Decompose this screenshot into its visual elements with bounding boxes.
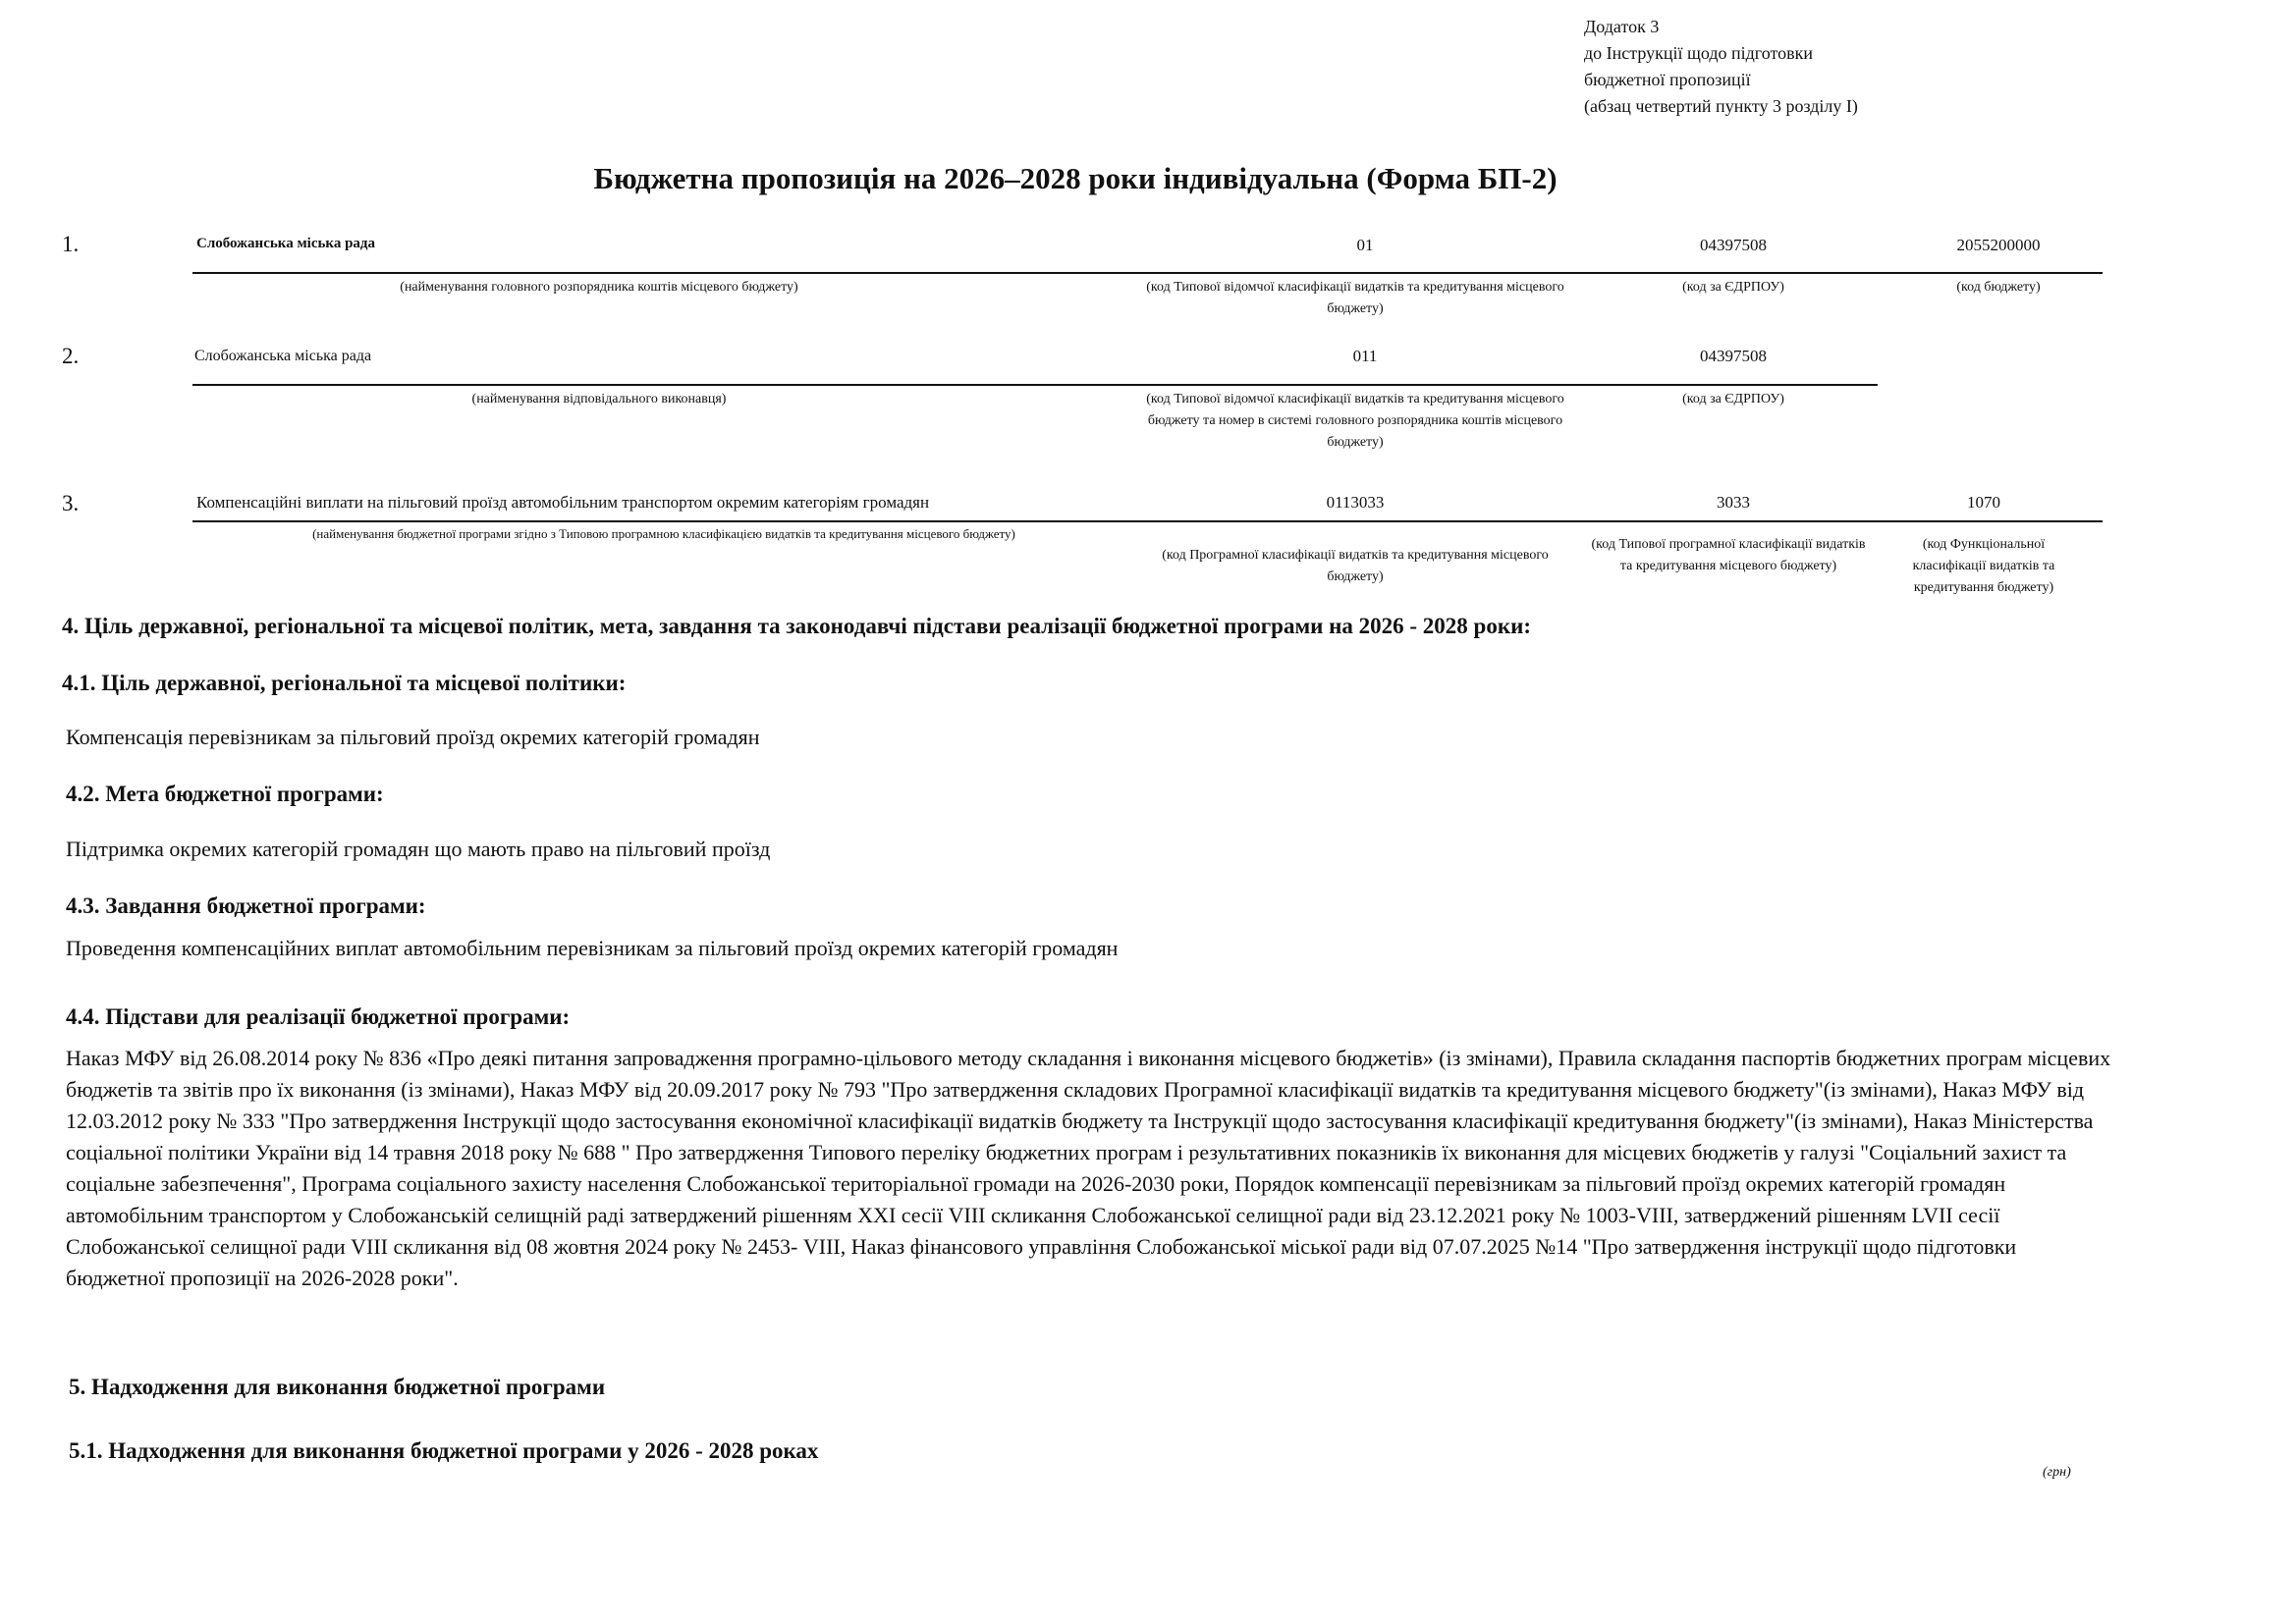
row3-caption-program: (код Програмної класифікації видатків та кредитування місцевого бюджету) [1162, 548, 1549, 584]
section41-heading: 4.1. Ціль державної, регіональної та місцевої політики: [62, 671, 627, 695]
row3-program-code: 0113033 [1326, 493, 1385, 512]
row2-caption-name: (найменування відповідального виконавця) [471, 392, 727, 406]
row2-code-dept: 011 [1352, 347, 1378, 365]
appendix-line: бюджетної пропозиції [1584, 70, 1751, 89]
row2-caption-code-dept: (код Типової відомчої класифікації видатків та кредитування місцевого бюджету та номер в системі головного розпорядника коштів місцевого бюджету) [1146, 392, 1564, 450]
row3-caption-name: (найменування бюджетної програми згідно з Типовою програмною класифікацією видатків та кредитування місцевого бюджету) [312, 526, 1015, 541]
section44-heading: 4.4. Підстави для реалізації бюджетної програми: [66, 1004, 571, 1029]
section43-heading: 4.3. Завдання бюджетної програми: [66, 893, 426, 918]
row2-number: 2. [62, 344, 80, 368]
row1-caption-edrpou: (код за ЄДРПОУ) [1682, 280, 1784, 295]
row3-caption-functional: (код Функціональної класифікації видатків та кредитування бюджету) [1912, 537, 2055, 595]
row3-number: 3. [62, 491, 80, 515]
row1-code-dept: 01 [1356, 236, 1374, 254]
section44-text: Наказ МФУ від 26.08.2014 року № 836 «Про деякі питання запровадження програмно-цільового методу складання і виконання місцевого бюджетів» (із змінами), Правила складання паспортів бюджетних програм місцевих бюджетів та звітів про їх виконання (із змінами), Наказ МФУ від 20.09.2017 року № 793 "Про затвердження складових Програмної класифікації видатків та кредитування місцевого бюджету"(із змінами), Наказ МФУ від 12.03.2012 року № 333 "Про затвердження Інструкції щодо застосування економічної класифікації видатків бюджету та Інструкції щодо застосування класифікації кредитування бюджету"(із змінами), Наказ Міністерства соціальної політики України від 14 травня 2018 року № 688 " Про затвердження Типового переліку бюджетних програм і результативних показників їх виконання для місцевих бюджетів у галузі "Соціальний захист та соціальне забезпечення", Програма соціального захисту населення Слобожанської територіальної громади на 2026-2030 роки, Порядок компенсації перевізникам за пільговий проїзд окремих категорій громадян автомобільним транспортом у Слобожанській селищній раді затверджений рішенням XXI сесії VIII скликання Слобожанської селищної ради від 23.12.2021 року № 1003-VIII, затверджений рішенням LVII сесії Слобожанської селищної ради VIII скликання від 08 жовтня 2024 року № 2453- VIII, Наказ фінансового управління Слобожанської міської ради від 07.07.2025 №14 "Про затвердження інструкції щодо підготовки бюджетної пропозиції на 2026-2028 роки". [66, 1046, 2111, 1290]
appendix-line: (абзац четвертий пункту 3 розділу І) [1584, 96, 1858, 116]
section4-heading: 4. Ціль державної, регіональної та місцевої політик, мета, завдання та законодавчі підстави реалізації бюджетної програми на 2026 - 2028 роки: [62, 614, 1531, 638]
section51-heading: 5.1. Надходження для виконання бюджетної програми у 2026 - 2028 роках [69, 1438, 819, 1463]
row1-name: Слобожанська міська рада [196, 236, 376, 251]
row1-number: 1. [62, 232, 80, 256]
section5-heading: 5. Надходження для виконання бюджетної програми [69, 1375, 606, 1399]
section42-text: Підтримка окремих категорій громадян що мають право на пільговий проїзд [66, 837, 771, 861]
row1-budget-code: 2055200000 [1956, 236, 2041, 254]
unit-label: (грн) [2043, 1465, 2071, 1480]
row2-name: Слобожанська міська рада [194, 348, 372, 364]
row3-functional-code: 1070 [1967, 493, 2000, 512]
row1-edrpou: 04397508 [1700, 236, 1767, 254]
section42-heading: 4.2. Мета бюджетної програми: [66, 782, 384, 806]
page-title: Бюджетна пропозиція на 2026–2028 роки індивідуальна (Форма БП-2) [593, 161, 1558, 195]
row3-caption-typical: (код Типової програмної класифікації видатків та кредитування місцевого бюджету) [1591, 537, 1866, 573]
section41-text: Компенсація перевізникам за пільговий проїзд окремих категорій громадян [66, 725, 760, 749]
row3-typical-code: 3033 [1717, 493, 1750, 512]
row1-underline [192, 272, 2103, 274]
appendix-line: Додаток 3 [1584, 17, 1660, 36]
appendix-line: до Інструкції щодо підготовки [1584, 43, 1813, 63]
row2-underline [192, 384, 1878, 386]
row1-caption-name: (найменування головного розпорядника коштів місцевого бюджету) [400, 280, 798, 295]
row1-caption-code-dept: (код Типової відомчої класифікації видатків та кредитування місцевого бюджету) [1146, 280, 1564, 316]
row3-name: Компенсаційні виплати на пільговий проїзд автомобільним транспортом окремим категоріям громадян [196, 493, 930, 512]
appendix-note [1584, 14, 1996, 120]
row1-caption-budget: (код бюджету) [1956, 280, 2041, 295]
row2-caption-edrpou: (код за ЄДРПОУ) [1682, 392, 1784, 406]
section43-text: Проведення компенсаційних виплат автомобільним перевізникам за пільговий проїзд окремих категорій громадян [66, 936, 1119, 960]
row2-edrpou: 04397508 [1700, 347, 1767, 365]
row3-underline [192, 520, 2103, 522]
